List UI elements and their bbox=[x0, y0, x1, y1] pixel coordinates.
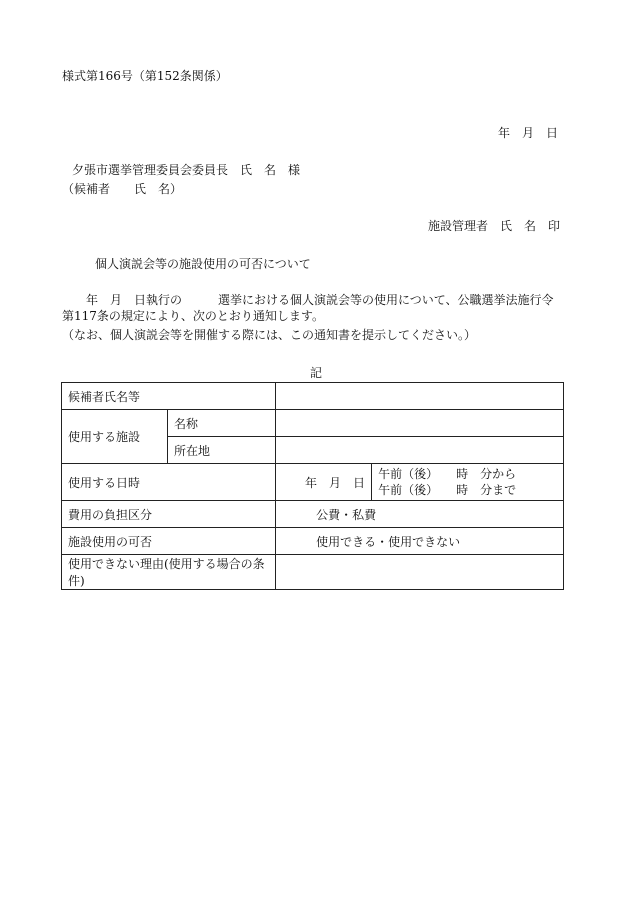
availability-label: 施設使用の可否 bbox=[62, 528, 276, 555]
form-code: 様式第166号（第152条関係） bbox=[62, 69, 228, 83]
facility-location-label: 所在地 bbox=[168, 437, 276, 464]
reason-label: 使用できない理由(使用する場合の条件) bbox=[62, 555, 276, 590]
table-row bbox=[62, 501, 564, 528]
candidate-name-label: 候補者氏名等 bbox=[62, 383, 276, 410]
time-from: 午前（後） 時 分から bbox=[378, 467, 517, 481]
facility-manager: 施設管理者 氏 名 印 bbox=[427, 219, 560, 233]
table-row bbox=[62, 528, 564, 555]
time-to: 午前（後） 時 分まで bbox=[378, 483, 517, 497]
datetime-label: 使用する日時 bbox=[62, 464, 276, 501]
facility-location-field bbox=[276, 437, 564, 464]
reason-field bbox=[276, 555, 564, 590]
datetime-times bbox=[372, 464, 564, 501]
facility-label: 使用する施設 bbox=[62, 410, 168, 464]
cost-value: 公費・私費 bbox=[276, 501, 564, 528]
facility-name-label: 名称 bbox=[168, 410, 276, 437]
body-line-2: 第117条の規定により、次のとおり通知します。 bbox=[62, 309, 324, 323]
body-line-3: （なお、個人演説会等を開催する際には、この通知書を提示してください。） bbox=[62, 328, 477, 342]
cost-label: 費用の負担区分 bbox=[62, 501, 276, 528]
candidate-line: （候補者 氏 名） bbox=[62, 182, 183, 196]
datetime-ymd: 年 月 日 bbox=[276, 464, 372, 501]
date-line: 年 月 日 bbox=[497, 126, 558, 140]
candidate-name-field bbox=[276, 383, 564, 410]
table-row bbox=[62, 464, 564, 501]
addressee: 夕張市選挙管理委員会委員長 氏 名 様 bbox=[72, 163, 301, 177]
ki-heading: 記 bbox=[310, 366, 323, 380]
table-row bbox=[62, 410, 564, 437]
table-row bbox=[62, 383, 564, 410]
facility-name-field bbox=[276, 410, 564, 437]
availability-value: 使用できる・使用できない bbox=[276, 528, 564, 555]
table-row bbox=[62, 555, 564, 590]
subject: 個人演説会等の施設使用の可否について bbox=[95, 257, 311, 271]
body-line-1: 年 月 日執行の 選挙における個人演説会等の使用について、公職選挙法施行令 bbox=[62, 293, 554, 307]
notice-table bbox=[61, 382, 564, 590]
